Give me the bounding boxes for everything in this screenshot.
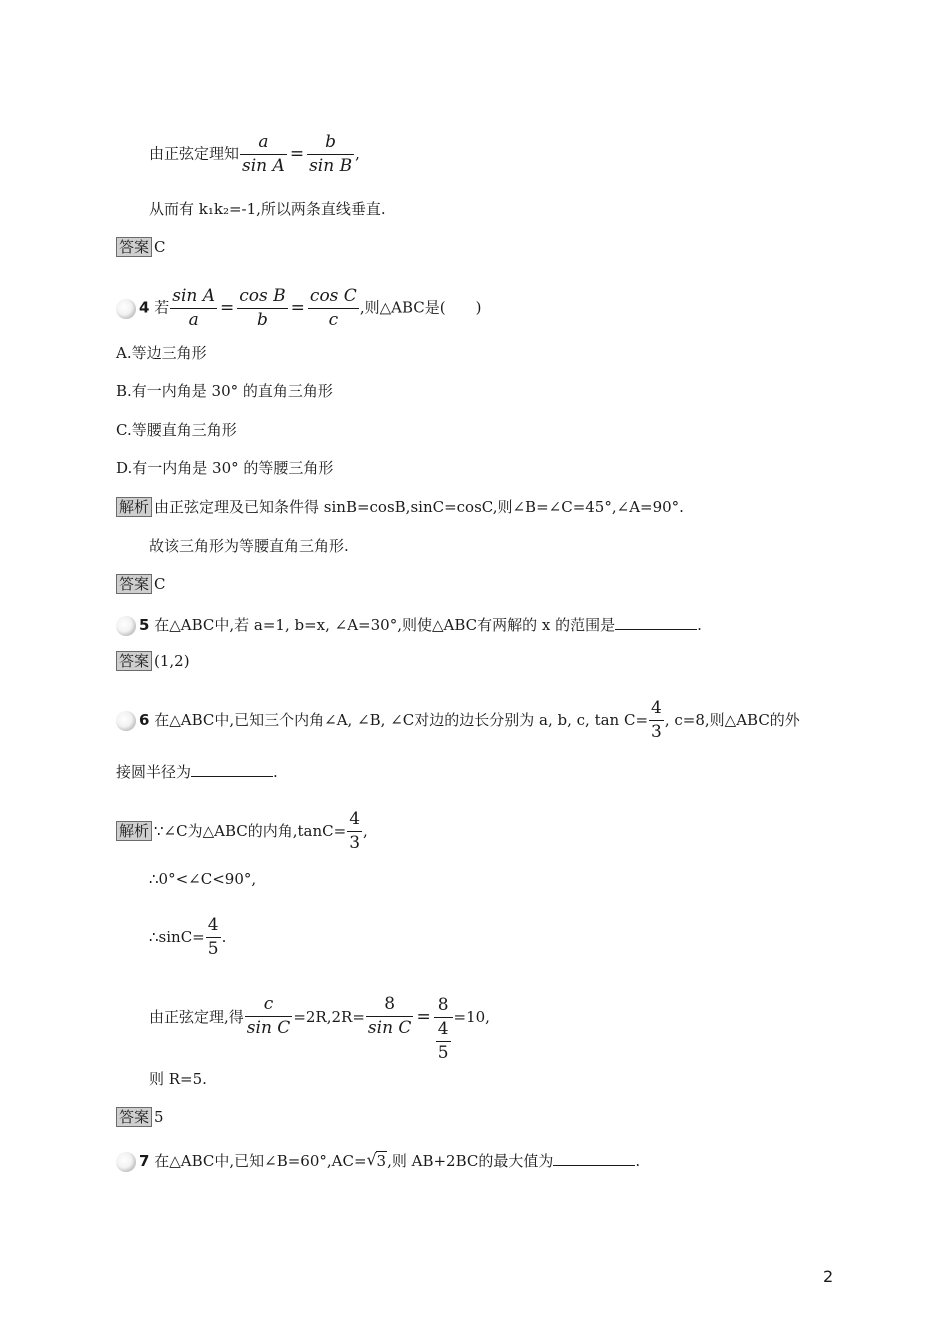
fraction-8-over-4-5: $\frac{8}{\frac{4}{5}}$ [434,993,453,1065]
sine-law-line: 由正弦定理知 $\frac{a}{\text{sin A}}$ = $\frac{b}{\text{sin B}}$ , [149,132,360,176]
answer-tag: 答案 [116,237,152,257]
analysis-6-step4: 则 R=5. [149,1070,207,1088]
question-bullet-icon [116,616,136,636]
answer-tag: 答案 [116,574,152,594]
question-bullet-icon [116,299,136,319]
analysis-4-conclusion: 故该三角形为等腰直角三角形. [149,537,349,555]
question-6-cont: 接圆半径为 . [116,763,278,781]
answer-blank [553,1151,635,1166]
question-bullet-icon [116,1152,136,1172]
analysis-6-step1: ∴0°<∠C<90°, [149,870,257,888]
analysis-6-step3: 由正弦定理,得 $\frac{c}{\text{sin C}}$ =2R,2R= $\frac{8}{\text{sin C}}$ = $\frac{8}{\frac{4}{5}}$ =10, [149,994,490,1063]
answer-tag: 答案 [116,651,152,671]
analysis-6: 解析 ∵∠C为△ABC的内角,tanC= $\frac{4}{3}$ , [116,808,368,855]
fraction-c-over-sinC: $\frac{c}{\text{sin C}}$ [246,994,291,1038]
analysis-tag: 解析 [116,821,152,841]
fraction-b-over-sinB: $\frac{b}{\text{sin B}}$ [309,132,353,176]
sqrt-3: √ 3 [366,1150,387,1170]
option-c: C.等腰直角三角形 [116,421,237,439]
page-number: 2 [823,1267,834,1286]
option-b: B.有一内角是 30° 的直角三角形 [116,382,333,400]
fraction-4-over-3: $\frac{4}{3}$ [349,809,361,853]
perpendicular-line: 从而有 k₁k₂=-1,所以两条直线垂直. [149,200,386,218]
option-d: D.有一内角是 30° 的等腰三角形 [116,459,334,477]
fraction-cosB-over-b: $\frac{\text{cos B}}{b}$ [239,286,286,330]
analysis-4: 解析 由正弦定理及已知条件得 sinB=cosB,sinC=cosC,则∠B=∠C=45°,∠A=90°. [116,497,684,517]
question-7: 7 在△ABC中,已知∠B=60°,AC= √ 3,则 AB+2BC的最大值为 . [116,1151,640,1172]
fraction-4-over-3: $\frac{4}{3}$ [651,698,662,742]
analysis-6-step2: ∴sinC= $\frac{4}{5}$ . [149,915,227,959]
answer-6: 答案 5 [116,1107,164,1127]
fraction-4-over-5-inner: $\frac{4}{5}$ [437,1019,449,1063]
question-6: 6 在△ABC中,已知三个内角∠A, ∠B, ∠C对边的边长分别为 a, b, c, tan C= $\frac{4}{3}$ , c=8,则△ABC的外 [116,697,800,744]
fraction-4-over-5: $\frac{4}{5}$ [207,915,219,959]
question-4: 4 若 $\frac{\text{sin A}}{a}$ = $\frac{\text{cos B}}{b}$ = $\frac{\text{cos C}}{c}$ ,则△ABC是( ) [116,285,481,332]
fraction-a-over-sinA: $\frac{a}{\text{sin A}}$ [242,132,285,176]
answer-5: 答案 (1,2) [116,651,190,671]
answer-4: 答案 C [116,574,166,594]
fraction-sinA-over-a: $\frac{\text{sin A}}{a}$ [172,286,216,330]
fraction-8-over-sinC: $\frac{8}{\text{sin C}}$ [367,994,412,1038]
answer-blank [191,762,273,777]
question-5: 5 在△ABC中,若 a=1, b=x, ∠A=30°,则使△ABC有两解的 x 的范围是 . [116,615,702,636]
answer-tag: 答案 [116,1107,152,1127]
option-a: A.等边三角形 [116,344,207,362]
question-bullet-icon [116,711,136,731]
answer-3: 答案 C [116,237,166,257]
fraction-cosC-over-c: $\frac{\text{cos C}}{c}$ [309,286,357,330]
analysis-tag: 解析 [116,497,152,517]
answer-blank [615,615,697,630]
